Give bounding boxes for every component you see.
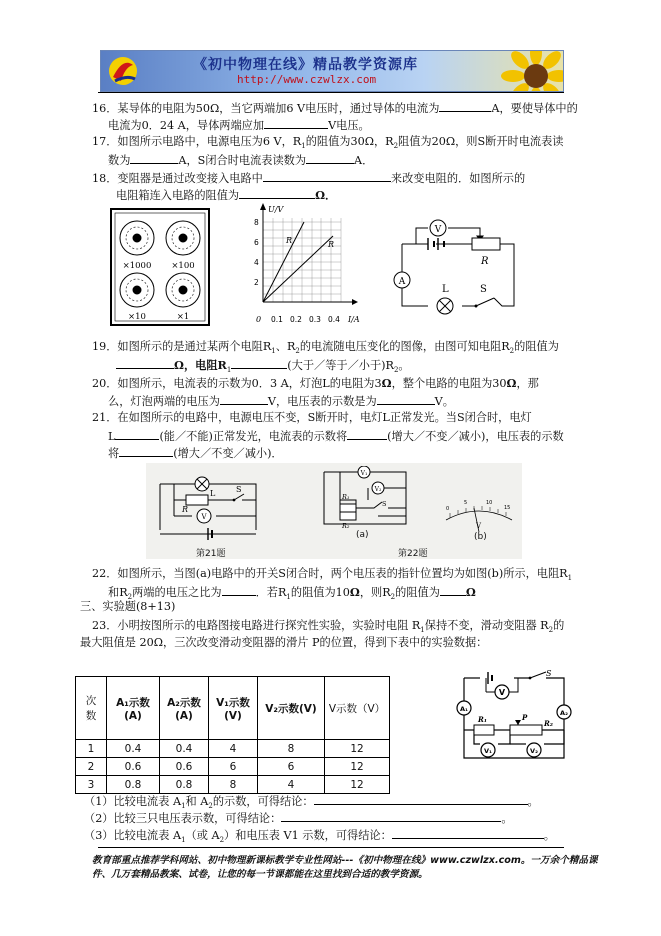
cell: 12: [325, 740, 390, 758]
cell: 6: [209, 758, 258, 776]
col-v2: V₂示数(V): [258, 677, 325, 740]
cell: 12: [325, 758, 390, 776]
label-r2: R₂: [342, 522, 350, 530]
q20-line1: 20．如图所示，电流表的示数为0．3 A，灯泡L的电阻为3Ω，整个电路的电阻为30Ω，那: [92, 376, 539, 390]
conclusion-1-blank[interactable]: [314, 793, 528, 805]
footer-line-1: 教育部重点推荐学科网站、初中物理新课标教学专业性网站---《初中物理在线》www.czwlzx.com。一万余个精品课: [92, 855, 598, 866]
dial-label-10: ×10: [128, 312, 146, 322]
label-r1: R₁: [342, 493, 350, 501]
scale-5: 5: [464, 500, 468, 506]
q18-blank2[interactable]: [239, 187, 315, 199]
cell: 0.8: [160, 776, 209, 794]
col-a1: A₁示数 (A): [107, 677, 160, 740]
banner-url[interactable]: http://www.czwlzx.com: [237, 73, 377, 86]
x-axis-label: I/A: [348, 315, 360, 324]
q21-blank1[interactable]: [115, 428, 159, 440]
dial-label-1000: ×1000: [122, 261, 152, 271]
q16-blank2[interactable]: [264, 117, 328, 129]
voltmeter-label: V: [434, 225, 442, 235]
resistor-r-q21: [186, 495, 208, 505]
label-p-q23: P: [522, 713, 528, 722]
q21-line1: 21．在如图所示的电路中，电源电压不变，S断开时，电灯L正常发光。当S闭合时，电灯: [92, 411, 532, 424]
y-tick-2: 2: [254, 278, 259, 287]
caption-q22: 第22题: [398, 549, 428, 559]
q21-label-l: L: [210, 489, 216, 498]
q16-line2: 电流为0．24 A，导体两端应加 V电压。: [108, 119, 370, 132]
cell: 12: [325, 776, 390, 794]
label-r2-q23: R₂: [544, 719, 553, 728]
label-a1-q23: A₁: [460, 705, 468, 713]
conclusion-3-blank[interactable]: [392, 827, 544, 839]
cell: 8: [258, 740, 325, 758]
q18-blank1[interactable]: [263, 170, 391, 182]
conclusion-1: （1）比较电流表 $A_1$和 $A_2$的示数，可得结论： 。: [84, 795, 539, 811]
cell: 6: [258, 758, 325, 776]
q19-blank2[interactable]: [231, 357, 287, 369]
cell: 0.6: [160, 758, 209, 776]
q20-line2: 么，灯泡两端的电压为 V，电压表的示数是为 V。: [108, 395, 454, 408]
cell: 0.4: [107, 740, 160, 758]
experiment-table: [75, 676, 390, 794]
label-s-q23: S: [546, 669, 552, 678]
label-v1: V₁: [360, 470, 368, 477]
q19-line1: 19．如图所示的是通过某两个电阻$R_1$、$R_2$的电流随电压变化的图像，由图可知电阻$R_2$的阻值为: [92, 340, 559, 356]
conclusion-3: （3）比较电流表 $A_1$（或 $A_2$）和电压表 V1 示数，可得结论： 。: [84, 829, 555, 845]
conclusion-2-blank[interactable]: [281, 810, 501, 822]
q22-line1: 22．如图所示，当图(a)电路中的开关S闭合时，两个电压表的指针位置均为如图(b)所示，电阻$R_1$: [92, 567, 573, 583]
dial-label-100: ×100: [171, 261, 195, 271]
q23-line2: 最大阻值是 20Ω，三次改变滑动变阻器的滑片 P的位置，得到下表中的实验数据：: [80, 636, 488, 649]
header-banner: [100, 50, 564, 92]
x-tick-0: 0: [256, 315, 262, 324]
q19-blank1[interactable]: [116, 357, 174, 369]
q18-line1: 18．变阻器是通过改变接入电路中 来改变电阻的．如图所示的: [92, 172, 526, 185]
q17-blank1[interactable]: [130, 152, 178, 164]
q21-line3: 将 (增大／不变／减小)．: [108, 447, 283, 460]
footer-rule: [98, 847, 564, 848]
resistor-r1-q23: [474, 725, 494, 735]
circuit-q20: [388, 214, 522, 326]
x-tick-02: 0.2: [290, 315, 302, 324]
header-rule: [98, 92, 564, 93]
conclusion-2: （2）比较三只电压表示数，可得结论： 。: [84, 812, 513, 825]
col-a2: A₂示数 (A): [160, 677, 209, 740]
label-s: S: [382, 500, 387, 508]
table-row: [76, 776, 390, 794]
q20-blank1[interactable]: [220, 393, 268, 405]
cell: 3: [76, 776, 107, 794]
caption-q21: 第21题: [196, 549, 226, 559]
lamp-l-q21: [195, 477, 209, 491]
x-tick-03: 0.3: [309, 315, 321, 324]
cell: 1: [76, 740, 107, 758]
u-i-graph: [248, 200, 366, 330]
site-logo-icon: [107, 55, 139, 87]
cell: 4: [209, 740, 258, 758]
label-v2: V₂: [374, 486, 382, 493]
sunflower-icon: [501, 50, 564, 92]
y-tick-6: 6: [254, 238, 259, 247]
q19-line2: Ω，电阻$R_1$ (大于／等于／小于)$R_2$。: [116, 357, 410, 377]
switch-label: S: [480, 284, 487, 295]
cell: 0.6: [107, 758, 160, 776]
q20-blank2[interactable]: [377, 393, 435, 405]
cell: 0.8: [107, 776, 160, 794]
section-3-heading: 三、实验题(8+13): [80, 600, 176, 613]
caption-q22-b: (b): [474, 532, 487, 542]
y-tick-4: 4: [254, 258, 259, 267]
resistor-label: R: [481, 256, 489, 267]
q21-blank2[interactable]: [347, 428, 387, 440]
meter-v-label: V: [476, 522, 482, 530]
label-v2-q23: V₂: [530, 747, 538, 755]
cell: 8: [209, 776, 258, 794]
col-v: V示数（V）: [325, 677, 390, 740]
table-header-row: [76, 677, 390, 740]
ammeter-label: A: [398, 277, 406, 287]
table-row: [76, 758, 390, 776]
circuit-q22a: [318, 466, 412, 536]
q18-line2: 电阻箱连入电路的阻值为 Ω．: [116, 188, 337, 202]
y-tick-8: 8: [254, 218, 259, 227]
caption-q22-a: (a): [356, 530, 369, 540]
q22-blank2[interactable]: [440, 584, 466, 596]
label-a2-q23: A₂: [560, 709, 568, 717]
q17-line1: 17．如图所示电路中，电源电压为6 V，$R_1$的阻值为30Ω，$R_2$阻值为20Ω，则S断开时电流表读: [92, 135, 564, 151]
q21-label-v: V: [201, 513, 207, 521]
col-trial: 次 数: [76, 677, 107, 740]
q23-line1: 23．小明按图所示的电路图接电路进行探究性实验，实验时电阻 $R_1$保持不变，滑动变阻器 $R_2$的: [92, 619, 565, 635]
q16-blank1[interactable]: [439, 100, 491, 112]
footer-line-2: 件、几万套精品教案、试卷，让您的每一节课都能在这里找到合适的教学资源。: [92, 869, 428, 880]
resistor-r1: [340, 504, 356, 512]
scale-10: 10: [486, 500, 493, 506]
line-r1-label: R: [286, 236, 293, 245]
line-r2-label: R: [328, 240, 335, 249]
lamp-label: L: [442, 284, 449, 295]
x-tick-01: 0.1: [271, 315, 283, 324]
table-row: [76, 740, 390, 758]
label-r1-q23: R₁: [478, 715, 487, 724]
resistance-box-figure: [110, 208, 210, 326]
circuit-q21: [152, 466, 264, 542]
cell: 4: [258, 776, 325, 794]
q21-line2: L (能／不能)正常发光，电流表的示数将 (增大／不变／减小)，电压表的示数: [108, 430, 564, 443]
q16-line1: 16．某导体的电阻为50Ω，当它两端加6 V电压时，通过导体的电流为 A，要使导体中的: [92, 102, 578, 115]
banner-title: 《初中物理在线》精品教学资源库: [193, 57, 418, 73]
label-v1-q23: V₁: [484, 747, 492, 755]
q21-label-r: R: [182, 505, 189, 514]
q17-blank2[interactable]: [306, 152, 354, 164]
scale-15: 15: [504, 505, 511, 511]
cell: 2: [76, 758, 107, 776]
x-tick-04: 0.4: [328, 315, 340, 324]
q21-blank3[interactable]: [119, 445, 173, 457]
dial-label-1: ×1: [176, 312, 190, 322]
circuit-q23: [446, 668, 582, 772]
cell: 0.4: [160, 740, 209, 758]
q22-line2: 和$R_2$两端的电压之比为 ．若$R_1$的阻值为10Ω，则$R_2$的阻值为 Ω: [108, 585, 476, 602]
resistor-r2-q23: [510, 725, 542, 735]
y-axis-label: U/V: [268, 205, 284, 214]
q22-blank1[interactable]: [222, 584, 256, 596]
resistor-r: [472, 238, 500, 250]
label-v-q23: V: [498, 688, 506, 697]
col-v1: V₁示数 (V): [209, 677, 258, 740]
resistor-r2: [340, 512, 356, 520]
q21-label-s: S: [236, 485, 242, 494]
q17-line2: 数为 A，S闭合时电流表读数为 A．: [108, 154, 374, 167]
lamp-l: [437, 298, 453, 314]
scale-0: 0: [446, 506, 450, 512]
